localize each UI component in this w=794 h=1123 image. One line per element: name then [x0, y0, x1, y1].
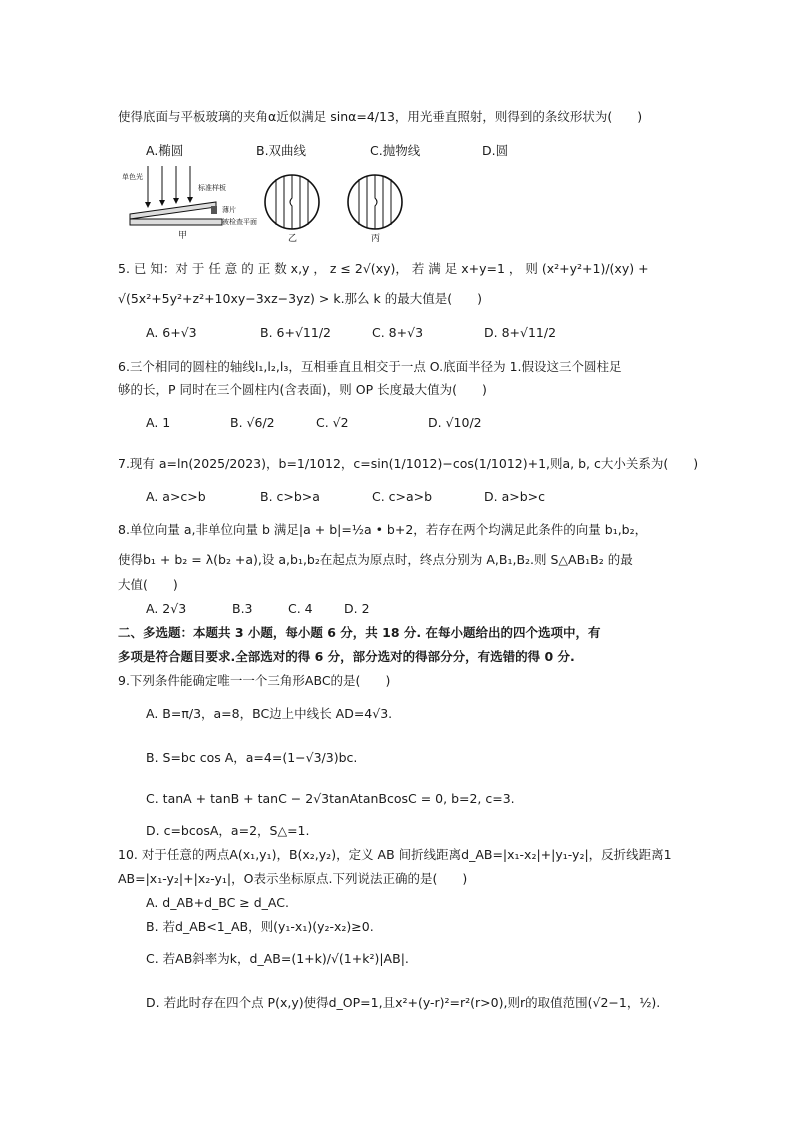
q5-line-1: 5. 已 知：对 于 任 意 的 正 数 x,y ， z ≤ 2√(xy)， 若 满 足 x+y=1 ， 则 (x²+y²+1)/(xy) + — [118, 261, 649, 276]
q10-option-a: A. d_AB+d_BC ≥ d_AC. — [146, 895, 289, 910]
q6-option-d: D. √10/2 — [428, 415, 482, 430]
q8-option-a: A. 2√3 — [146, 601, 187, 616]
section-2-heading-line-2: 多项是符合题目要求.全部选对的得 6 分，部分选对的得部分分，有选错的得 0 分. — [118, 649, 575, 664]
q7-option-d: D. a>b>c — [484, 489, 545, 504]
q8-line-1: 8.单位向量 a,非单位向量 b 满足|a + b|=½a • b+2，若存在两个均满足此条件的向量 b₁,b₂， — [118, 522, 648, 537]
q9-option-c: C. tanA + tanB + tanC − 2√3tanAtanBcosC = 0, b=2, c=3. — [146, 791, 515, 806]
q10-line-1: 10. 对于任意的两点A(x₁,y₁)，B(x₂,y₂)，定义 AB 间折线距离d_AB=|x₁-x₂|+|y₁-y₂|，反折线距离1 — [118, 847, 672, 862]
q4-option-a: A.椭圆 — [146, 143, 184, 158]
q6-option-a: A. 1 — [146, 415, 171, 430]
q7-option-b: B. c>b>a — [260, 489, 320, 504]
q8-option-b: B.3 — [232, 601, 253, 616]
fringe-pattern-yi — [262, 172, 322, 244]
q9-option-d: D. c=bcosA，a=2，S△=1. — [146, 823, 310, 838]
interference-setup-figure — [116, 162, 266, 242]
q6-line-1: 6.三个相同的圆柱的轴线l₁,l₂,l₃，互相垂直且相交于一点 O.底面半径为 1.假设这三个圆柱足 — [118, 359, 622, 374]
q4-option-d: D.圆 — [482, 143, 509, 158]
q5-line-2: √(5x²+5y²+z²+10xy−3xz−3yz) > k.那么 k 的最大值是( ) — [118, 291, 482, 306]
fringe-pattern-bing — [345, 172, 405, 244]
q5-option-d: D. 8+√11/2 — [484, 325, 557, 340]
section-2-heading-line-1: 二、多选题：本题共 3 小题，每小题 6 分，共 18 分. 在每小题给出的四个选项中，有 — [118, 625, 601, 640]
label-bing: 丙 — [371, 234, 381, 244]
q9-option-a: A. B=π/3，a=8，BC边上中线长 AD=4√3. — [146, 706, 393, 721]
q5-option-c: C. 8+√3 — [372, 325, 424, 340]
q6-option-c: C. √2 — [316, 415, 349, 430]
q4-option-c: C.抛物线 — [370, 143, 421, 158]
q6-option-b: B. √6/2 — [230, 415, 275, 430]
q10-option-d: D. 若此时存在四个点 P(x,y)使得d_OP=1,且x²+(y-r)²=r²(r>0),则r的取值范围(√2−1，½). — [146, 995, 661, 1010]
q5-option-b: B. 6+√11/2 — [260, 325, 331, 340]
q4-option-b: B.双曲线 — [256, 143, 307, 158]
label-thin-pad: 薄片 — [222, 206, 236, 214]
q8-option-d: D. 2 — [344, 601, 370, 616]
question-intro-line: 使得底面与平板玻璃的夹角α近似满足 sinα=4/13，用光垂直照射，则得到的条纹形状为( ) — [118, 109, 643, 124]
q7-option-a: A. a>c>b — [146, 489, 206, 504]
q5-option-a: A. 6+√3 — [146, 325, 197, 340]
q10-option-c: C. 若AB斜率为k，d_AB=(1+k)/√(1+k²)|AB|. — [146, 951, 409, 966]
q7-line: 7.现有 a=ln(2025/2023)，b=1/1012，c=sin(1/1012)−cos(1/1012)+1,则a, b, c大小关系为( ) — [118, 456, 699, 471]
q6-line-2: 够的长，P 同时在三个圆柱内(含表面)，则 OP 长度最大值为( ) — [118, 382, 487, 397]
q8-line-2: 使得b₁ + b₂ = λ(b₂ +a),设 a,b₁,b₂在起点为原点时，终点分别为 A,B₁,B₂.则 S△AB₁B₂ 的最 — [118, 552, 633, 567]
label-test-surface: 被检查平面 — [222, 218, 257, 226]
q7-option-c: C. c>a>b — [372, 489, 433, 504]
label-monochromatic-light: 单色光 — [122, 173, 143, 181]
q10-line-2: AB=|x₁-y₂|+|x₂-y₁|，O表示坐标原点.下列说法正确的是( ) — [118, 871, 468, 886]
q8-line-3: 大值( ) — [118, 577, 178, 592]
q9-line: 9.下列条件能确定唯一一个三角形ABC的是( ) — [118, 673, 391, 688]
q10-option-b: B. 若d_AB<1_AB，则(y₁-x₁)(y₂-x₂)≥0. — [146, 919, 374, 934]
label-standard-plate: 标准样板 — [198, 184, 226, 192]
label-jia: 甲 — [178, 231, 188, 241]
label-yi: 乙 — [288, 234, 298, 244]
q8-option-c: C. 4 — [288, 601, 313, 616]
q9-option-b: B. S=bc cos A，a=4=(1−√3/3)bc. — [146, 750, 358, 765]
